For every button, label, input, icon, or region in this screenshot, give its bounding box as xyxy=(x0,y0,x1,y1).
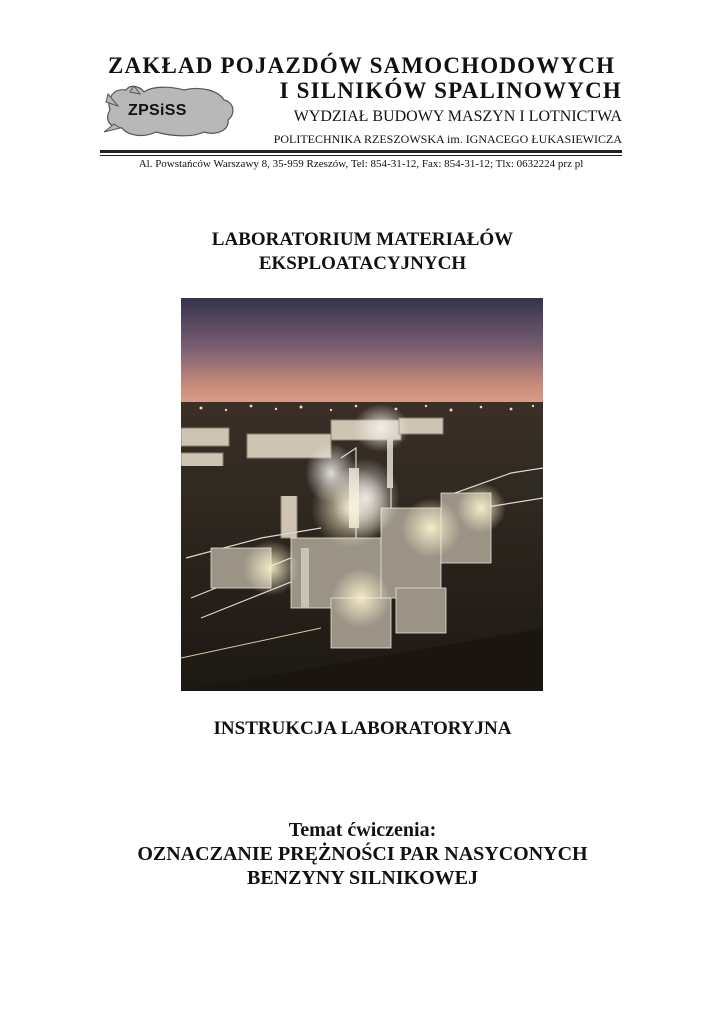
lab-title-line1: LABORATORIUM MATERIAŁÓW xyxy=(211,229,514,250)
lab-title xyxy=(100,228,625,276)
address-line: Al. Powstańców Warszawy 8, 35-959 Rzeszów, Tel: 854-31-12, Fax: 854-31-12; Tlx: 0632224 prz pl xyxy=(138,158,584,170)
instruction-heading: INSTRUKCJA LABORATORYJNA xyxy=(213,718,512,739)
topic-block xyxy=(60,818,665,890)
topic-line1: OZNACZANIE PRĘŻNOŚCI PAR NASYCONYCH xyxy=(137,843,588,865)
topic-label: Temat ćwiczenia: xyxy=(288,819,437,841)
header-divider-thin xyxy=(100,155,622,156)
department-name: WYDZIAŁ BUDOWY MASZYN I LOTNICTWA xyxy=(293,108,622,125)
university-name: POLITECHNIKA RZESZOWSKA im. IGNACEGO ŁUKASIEWICZA xyxy=(273,132,622,146)
lab-title-line2: EKSPLOATACYJNYCH xyxy=(258,253,467,274)
refinery-night-photo xyxy=(181,298,543,691)
header-divider-thick xyxy=(100,150,622,153)
logo-text: ZPSiSS xyxy=(128,102,187,119)
topic-line2: BENZYNY SILNIKOWEJ xyxy=(247,867,478,889)
header-title-line1: ZAKŁAD POJAZDÓW SAMOCHODOWYCH xyxy=(108,53,616,78)
header-title-line2: I SILNIKÓW SPALINOWYCH xyxy=(279,78,622,103)
